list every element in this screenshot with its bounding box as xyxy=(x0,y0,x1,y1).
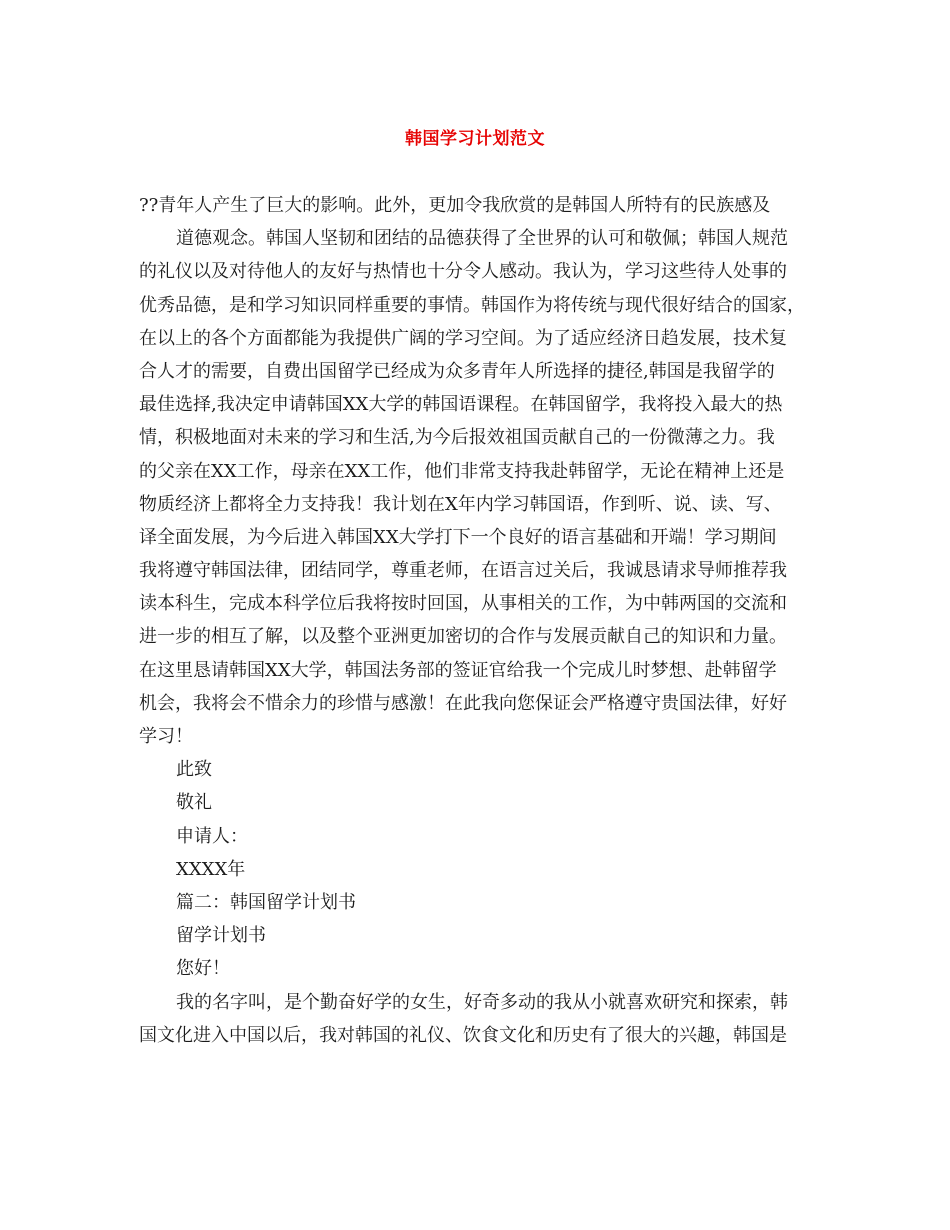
text-line: 留学计划书 xyxy=(176,925,266,947)
text-line: 申请人： xyxy=(176,825,248,847)
text-line: 物质经济上都将全力支持我！我计划在X年内学习韩国语，作到听、说、读、写、 xyxy=(139,493,782,515)
text-line: 优秀品德，是和学习知识同样重要的事情。韩国作为将传统与现代很好结合的国家， xyxy=(139,294,805,316)
text-line: 读本科生，完成本科学位后我将按时回国，从事相关的工作，为中韩两国的交流和 xyxy=(139,593,787,615)
text-line: 情，积极地面对未来的学习和生活,为今后报效祖国贡献自己的一份微薄之力。我 xyxy=(139,427,775,449)
text-line: 敬礼 xyxy=(176,792,212,814)
text-line: 的父亲在XX工作，母亲在XX工作，他们非常支持我赴韩留学，无论在精神上还是 xyxy=(139,460,785,482)
text-line: 国文化进入中国以后，我对韩国的礼仪、饮食文化和历史有了很大的兴趣，韩国是 xyxy=(139,1024,787,1046)
document-body xyxy=(139,189,819,1052)
text-line: 进一步的相互了解，以及整个亚洲更加密切的合作与发展贡献自己的知识和力量。 xyxy=(139,626,787,648)
text-line: 道德观念。韩国人坚韧和团结的品德获得了全世界的认可和敬佩；韩国人规范 xyxy=(176,228,788,250)
text-line: 篇二：韩国留学计划书 xyxy=(176,891,356,913)
text-line: 此致 xyxy=(176,759,212,781)
text-line: XXXX年 xyxy=(176,858,246,880)
text-line: 的礼仪以及对待他人的友好与热情也十分令人感动。我认为，学习这些待人处事的 xyxy=(139,261,787,283)
document-title: 韩国学习计划范文 xyxy=(405,129,545,149)
text-line: 您好！ xyxy=(176,958,230,980)
text-line: 学习！ xyxy=(139,726,193,747)
text-line: 机会，我将会不惜余力的珍惜与感激！在此我向您保证会严格遵守贵国法律，好好 xyxy=(139,692,787,714)
text-line: 在以上的各个方面都能为我提供广阔的学习空间。为了适应经济日趋发展，技术复 xyxy=(139,327,787,349)
text-line: 最佳选择,我决定申请韩国XX大学的韩国语课程。在韩国留学，我将投入最大的热 xyxy=(139,394,783,416)
text-line: 合人才的需要，自费出国留学已经成为众多青年人所选择的捷径,韩国是我留学的 xyxy=(139,360,775,382)
text-line: 我将遵守韩国法律，团结同学，尊重老师，在语言过关后，我诚恳请求导师推荐我 xyxy=(139,560,787,582)
text-line: 我的名字叫，是个勤奋好学的女生，好奇多动的我从小就喜欢研究和探索，韩 xyxy=(176,991,788,1013)
text-line: 在这里恳请韩国XX大学，韩国法务部的签证官给我一个完成儿时梦想、赴韩留学 xyxy=(139,659,777,681)
text-line: ??青年人产生了巨大的影响。此外，更加令我欣赏的是韩国人所特有的民族感及 xyxy=(139,195,771,216)
text-line: 译全面发展，为今后进入韩国XX大学打下一个良好的语言基础和开端！学习期间 xyxy=(139,526,777,548)
